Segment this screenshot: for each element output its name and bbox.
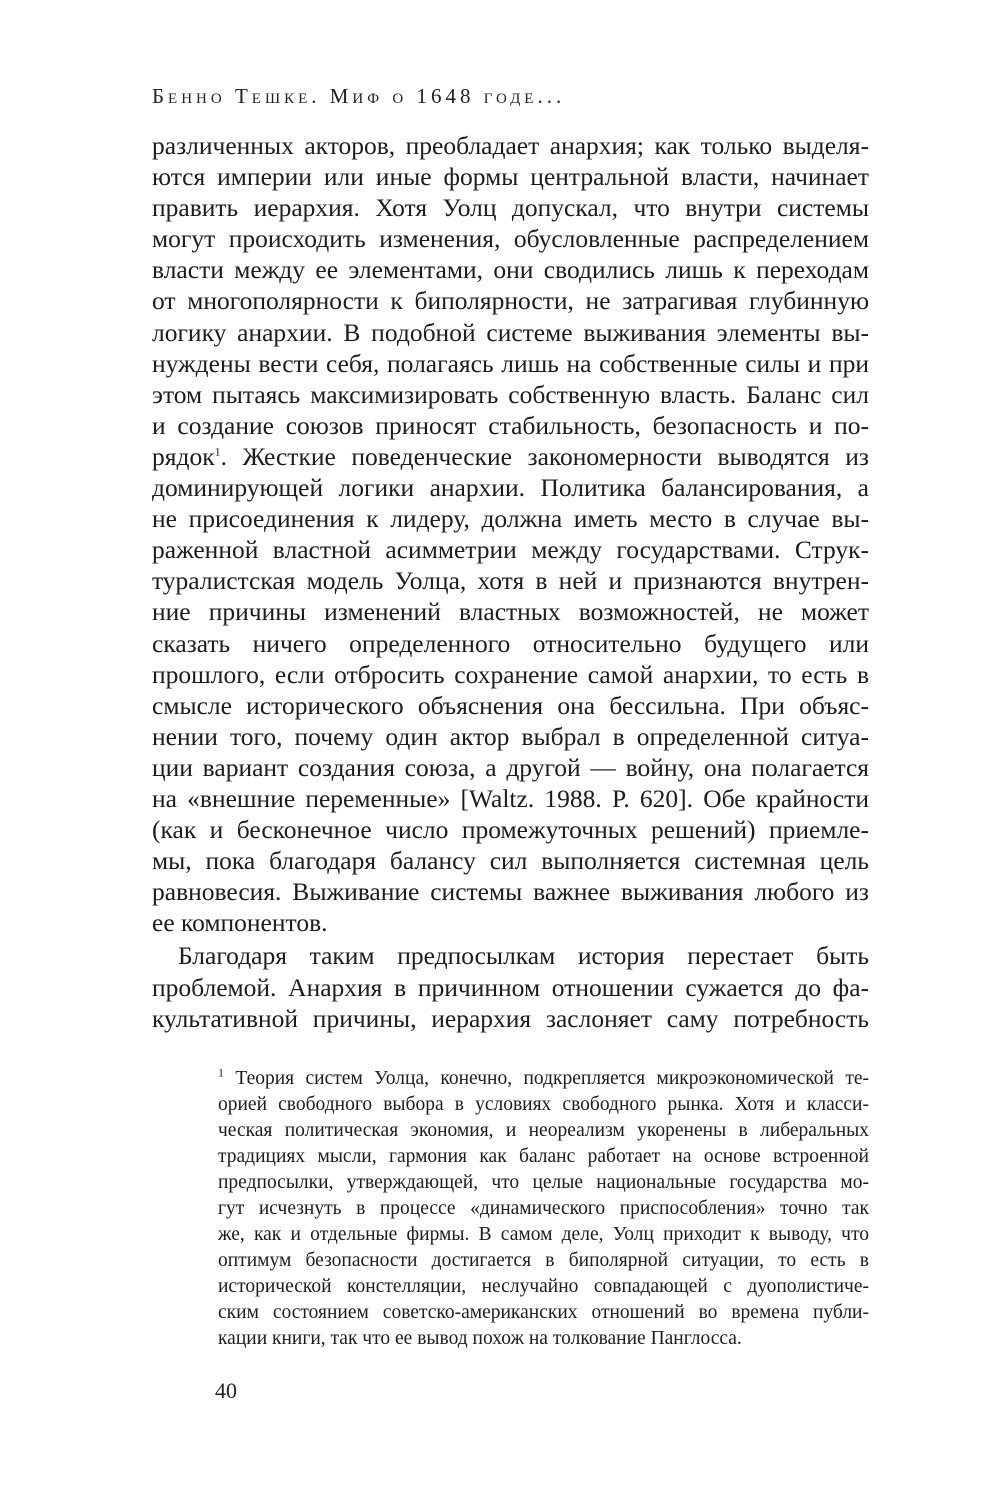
text-line-with-footnote-ref: [152, 441, 869, 472]
text-fragment: рядок: [152, 441, 215, 471]
text-line: ции вариант создания союза, а другой — войну, она полагается: [152, 752, 869, 782]
text-line: туралистская модель Уолца, хотя в ней и признаются внутрен-: [152, 566, 869, 596]
text-line: логику анархии. В подобной системе выживания элементы вы-: [152, 317, 869, 347]
footnote: [218, 1066, 869, 1352]
text-line: и создание союзов приносят стабильность, безопасность и по-: [152, 410, 869, 440]
text-line: ние причины изменений властных возможностей, не может: [152, 597, 869, 627]
text-line: на «внешние переменные» [Waltz. 1988. P. 620]. Обе крайности: [152, 783, 869, 813]
text-line: Благодаря таким предпосылкам история перестает быть: [178, 941, 869, 971]
text-line: ются империи или иные формы центральной власти, начинает: [152, 162, 869, 192]
text-line: от многополярности к биполярности, не затрагивая глубинную: [152, 286, 869, 316]
text-line: прошлого, если отбросить сохранение самой анархии, то есть в: [152, 659, 869, 689]
text-line: сказать ничего определенного относительно будущего или: [152, 628, 869, 658]
footnote-line: кации книги, так что ее вывод похож на толкование Панглосса.: [218, 1328, 742, 1349]
main-text: [152, 130, 869, 1034]
text-line: (как и бесконечное число промежуточных решений) приемле-: [152, 815, 869, 845]
text-fragment: . Жесткие поведенческие закономерности выводятся из: [220, 441, 869, 471]
footnote-line: ческая политическая экономия, и неореализм укоренены в либеральных: [218, 1120, 869, 1141]
footnote-line: исторической констелляции, неслучайно совпадающей с дуополистиче-: [218, 1276, 869, 1297]
footnote-reference: 1: [214, 444, 221, 459]
text-line: нуждены вести себя, полагаясь лишь на собственные силы и при: [152, 348, 869, 378]
page-number: 40: [215, 1378, 237, 1403]
text-line: власти между ее элементами, они сводились лишь к переходам: [152, 255, 869, 285]
text-line: равновесия. Выживание системы важнее выживания любого из: [152, 877, 869, 907]
footnote-line: оптимум безопасности достигается в биполярной ситуации, то есть в: [218, 1250, 869, 1271]
text-line: могут происходить изменения, обусловленные распределением: [152, 224, 869, 254]
text-line: доминирующей логики анархии. Политика балансирования, а: [152, 473, 869, 503]
footnote-line: традициях мысли, гармония как баланс работает на основе встроенной: [218, 1146, 869, 1167]
footnote-line: же, как и отдельные фирмы. В самом деле, Уолц приходит к выводу, что: [218, 1224, 869, 1245]
text-line: смысле исторического объяснения она бессильна. При объяс-: [152, 690, 869, 720]
text-line: различенных акторов, преобладает анархия; как только выделя-: [152, 131, 869, 160]
footnote-marker: 1: [218, 1065, 224, 1080]
text-fragment: Теория систем Уолца, конечно, подкрепляется микроэкономической те-: [224, 1068, 869, 1089]
text-line: нении того, почему один актор выбрал в определенной ситуа-: [152, 721, 869, 751]
running-header: Бенно Тешке. Миф о 1648 годе...: [152, 84, 566, 108]
text-line: культативной причины, иерархия заслоняет саму потребность: [152, 1003, 869, 1033]
text-line: раженной властной асимметрии между государствами. Струк-: [152, 535, 869, 565]
footnote-line: предпосылки, утверждающей, что целые национальные государства мо-: [218, 1172, 869, 1193]
text-line: этом пытаясь максимизировать собственную власть. Баланс сил: [152, 379, 869, 409]
text-line: не присоединения к лидеру, должна иметь место в случае вы-: [152, 504, 869, 534]
footnote-line: орией свободного выбора в условиях свободного рынка. Хотя и класси-: [218, 1094, 869, 1115]
footnote-line: [218, 1066, 869, 1092]
footnote-line: гут исчезнуть в процессе «динамического приспособления» точно так: [218, 1198, 869, 1219]
text-line: править иерархия. Хотя Уолц допускал, что внутри системы: [152, 193, 869, 223]
text-line: мы, пока благодаря балансу сил выполняется системная цель: [152, 846, 869, 876]
text-line: проблемой. Анархия в причинном отношении сужается до фа-: [152, 972, 869, 1002]
footnote-line: ским состоянием советско-американских отношений во времена публи-: [218, 1302, 869, 1323]
text-line: ее компонентов.: [152, 908, 328, 938]
